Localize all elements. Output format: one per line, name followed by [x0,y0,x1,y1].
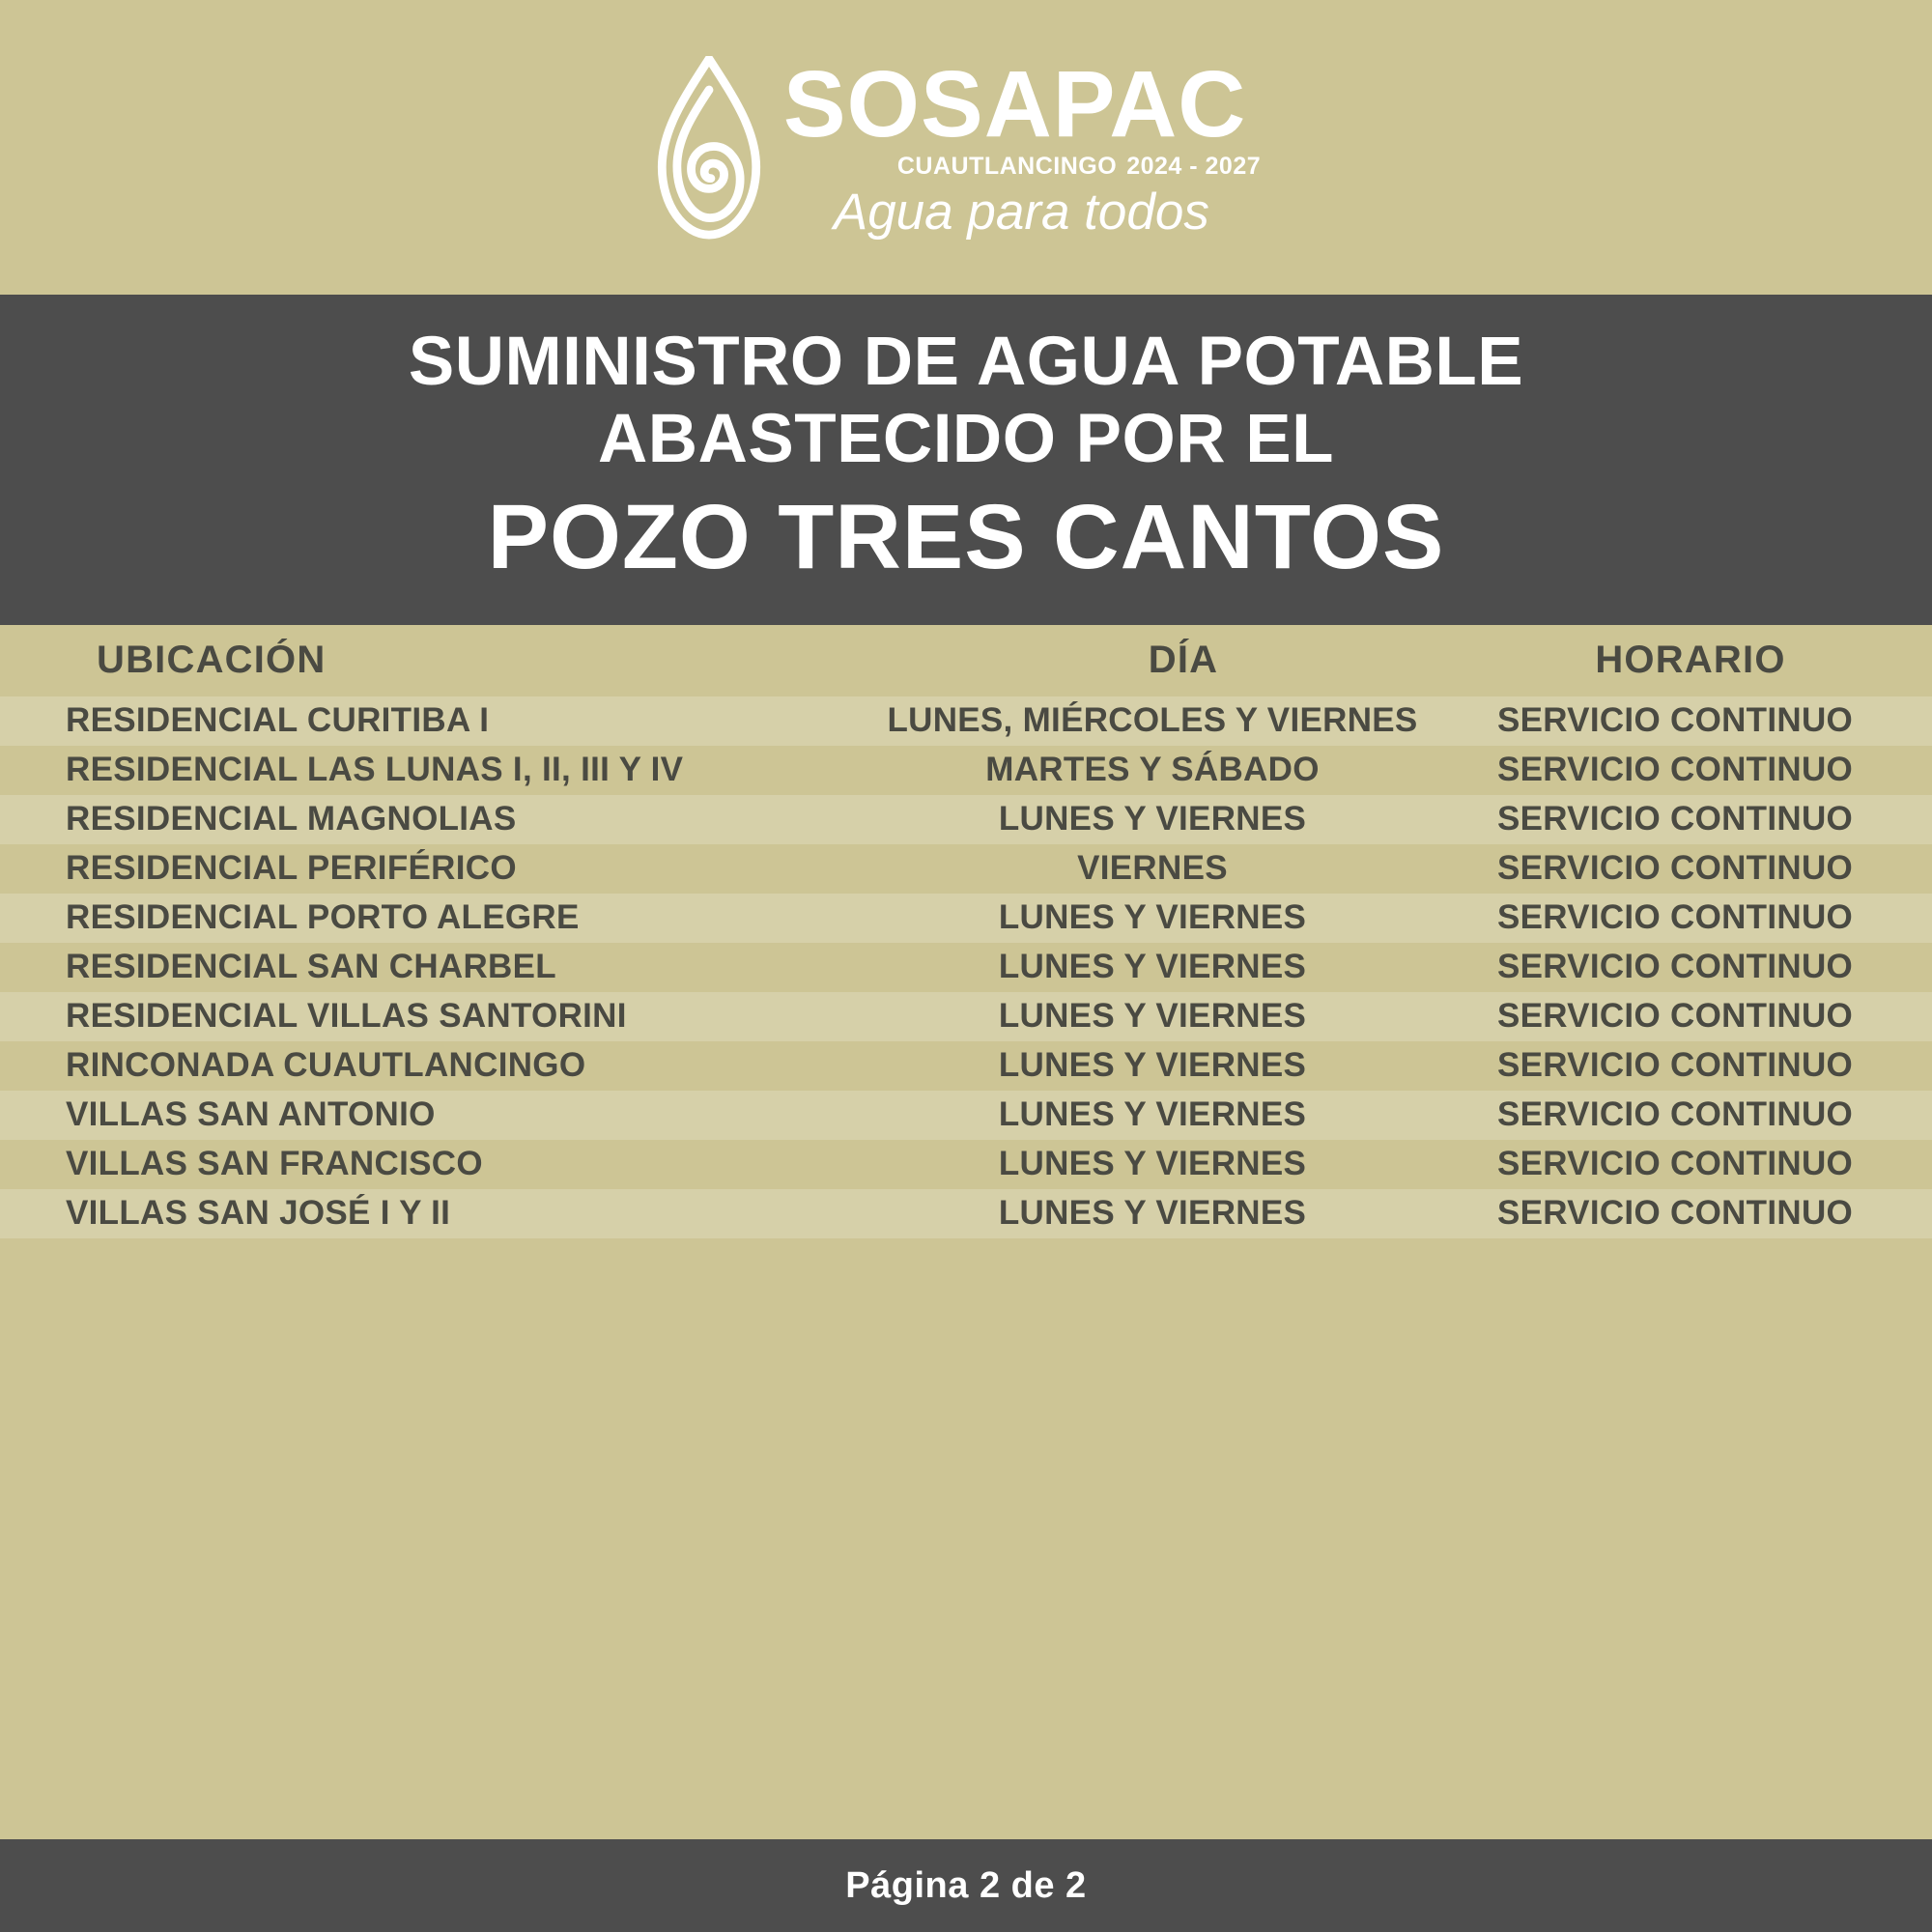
cell-location: RESIDENCIAL SAN CHARBEL [66,948,556,986]
cell-day: LUNES Y VIERNES [998,1095,1307,1134]
cell-schedule: SERVICIO CONTINUO [1496,849,1854,888]
cell-day: LUNES Y VIERNES [998,948,1307,986]
table-row-empty [0,1288,1932,1337]
cell-schedule: SERVICIO CONTINUO [1496,997,1854,1036]
poster-title-block [0,295,1932,625]
cell-location: RESIDENCIAL PORTO ALEGRE [66,898,580,937]
cell-location: RESIDENCIAL MAGNOLIAS [66,800,517,838]
cell-day: LUNES Y VIERNES [998,800,1307,838]
table-row [0,894,1932,943]
column-header-day: DÍA [1148,639,1219,682]
poster-header [0,0,1932,295]
cell-location: RESIDENCIAL CURITIBA I [66,701,490,740]
cell-schedule: SERVICIO CONTINUO [1496,751,1854,789]
title-line-1: SUMINISTRO DE AGUA POTABLE [408,324,1524,400]
brand-city: CUAUTLANCINGO [896,153,1118,180]
cell-day: LUNES Y VIERNES [998,1046,1307,1085]
cell-schedule: SERVICIO CONTINUO [1496,1194,1854,1233]
brand-name: SOSAPAC [782,51,1247,156]
cell-location: RINCONADA CUAUTLANCINGO [66,1046,586,1085]
table-row-empty [0,1386,1932,1435]
well-name: POZO TRES CANTOS [487,486,1445,589]
cell-schedule: SERVICIO CONTINUO [1496,898,1854,937]
brand-subrow [897,155,1261,179]
cell-day: VIERNES [1077,849,1228,888]
table-row [0,795,1932,844]
cell-day: LUNES Y VIERNES [998,1145,1307,1183]
table-header-row [0,625,1932,696]
cell-day: LUNES, MIÉRCOLES Y VIERNES [887,701,1418,740]
cell-location: RESIDENCIAL LAS LUNAS I, II, III Y IV [66,751,684,789]
sosapac-logo [652,51,1262,241]
cell-day: LUNES Y VIERNES [998,997,1307,1036]
cell-location: VILLAS SAN FRANCISCO [66,1145,483,1183]
table-row [0,1189,1932,1238]
column-header-schedule: HORARIO [1595,639,1786,682]
page-number: Página 2 de 2 [845,1864,1087,1906]
cell-location: RESIDENCIAL VILLAS SANTORINI [66,997,627,1036]
title-line-2: ABASTECIDO POR EL [598,400,1334,477]
cell-day: LUNES Y VIERNES [998,1194,1307,1233]
cell-day: LUNES Y VIERNES [998,898,1307,937]
table-row [0,746,1932,795]
cell-schedule: SERVICIO CONTINUO [1496,1145,1854,1183]
brand-term: 2024 - 2027 [1126,153,1262,180]
table-row [0,992,1932,1041]
water-drop-spiral-icon [652,56,766,240]
cell-schedule: SERVICIO CONTINUO [1496,800,1854,838]
schedule-table [0,625,1932,1839]
cell-location: VILLAS SAN JOSÉ I Y II [66,1194,451,1233]
table-row [0,1041,1932,1091]
cell-schedule: SERVICIO CONTINUO [1496,1046,1854,1085]
table-row [0,844,1932,894]
table-row [0,1140,1932,1189]
cell-schedule: SERVICIO CONTINUO [1496,948,1854,986]
table-row-empty [0,1337,1932,1386]
table-empty-rows [0,1238,1932,1839]
brand-slogan: Agua para todos [833,184,1209,241]
table-row [0,1091,1932,1140]
cell-day: MARTES Y SÁBADO [985,751,1320,789]
table-row-empty [0,1238,1932,1288]
cell-location: RESIDENCIAL PERIFÉRICO [66,849,517,888]
table-row [0,943,1932,992]
poster-footer [0,1839,1932,1932]
column-header-location: UBICACIÓN [97,639,327,682]
logo-text-block [782,51,1262,241]
table-row [0,696,1932,746]
cell-schedule: SERVICIO CONTINUO [1496,1095,1854,1134]
cell-location: VILLAS SAN ANTONIO [66,1095,436,1134]
cell-schedule: SERVICIO CONTINUO [1496,701,1854,740]
